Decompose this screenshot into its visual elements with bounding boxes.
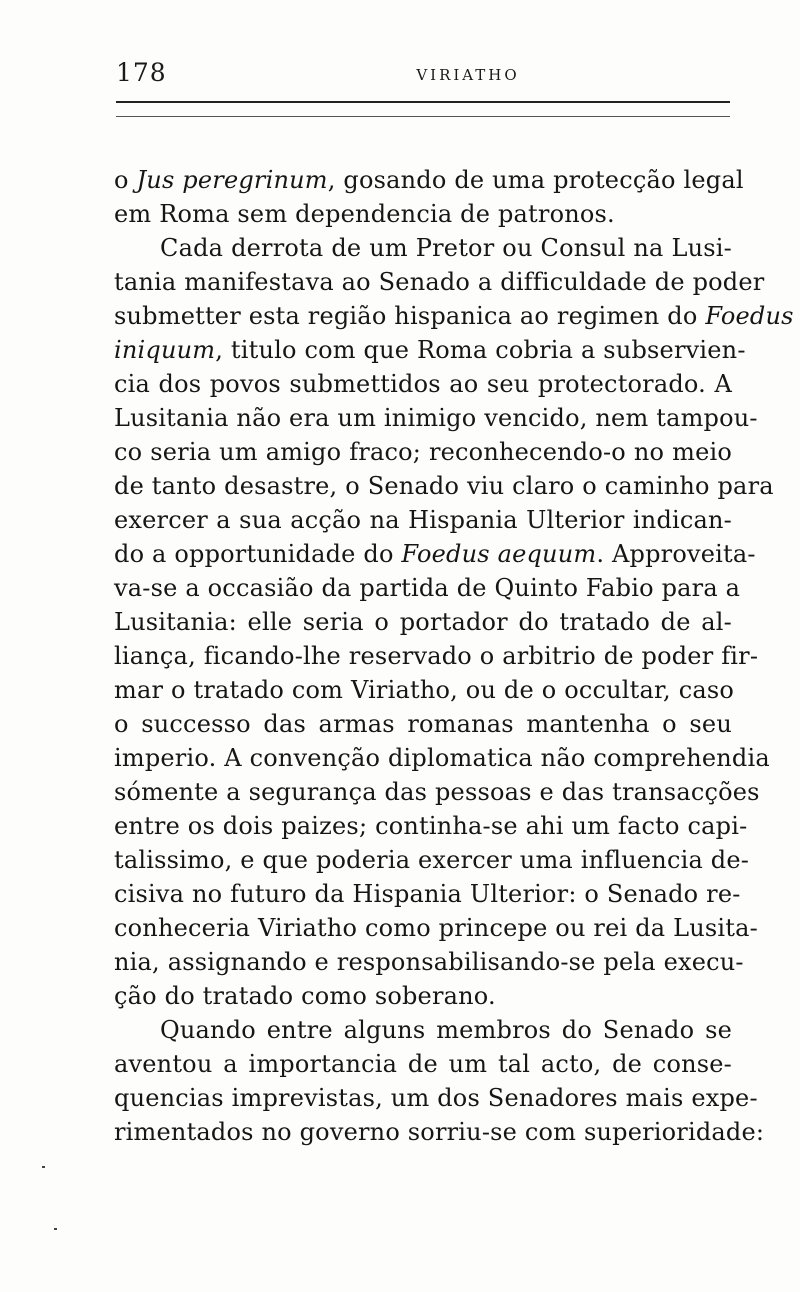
- text-line: va-se a occasião da partida de Quinto Fabio para a: [114, 574, 741, 602]
- italic-term: iniquum: [114, 336, 216, 364]
- text-line: de tanto desastre, o Senado viu claro o caminho para: [114, 472, 774, 500]
- text-line: cisiva no futuro da Hispania Ulterior: o Senado re-: [114, 880, 741, 908]
- text-line: [114, 299, 794, 333]
- italic-term: Jus peregrinum: [136, 166, 328, 194]
- italic-term: Foedus: [705, 302, 794, 330]
- header-rule: [116, 101, 730, 103]
- text-line: conheceria Viriatho como princepe ou rei da Lusita-: [114, 914, 758, 942]
- text-line: Lusitania: elle seria o portador do tratado de al-: [114, 608, 732, 636]
- text-line: Lusitania não era um inimigo vencido, nem tampou-: [114, 404, 758, 432]
- paragraph: [114, 1013, 765, 1149]
- text-line: [114, 537, 756, 571]
- text-segment: . Approveita-: [596, 540, 756, 568]
- text-segment: , titulo com que Roma cobria a subservien-: [215, 336, 746, 364]
- speck: [42, 1166, 45, 1168]
- text-line: Cada derrota de um Pretor ou Consul na Lusi-: [160, 234, 732, 262]
- text-line: nia, assignando e responsabilisando-se pela execu-: [114, 948, 744, 976]
- text-line: sómente a segurança das pessoas e das transacções: [114, 778, 760, 806]
- italic-term: Foedus aequum: [401, 540, 597, 568]
- paragraph: [114, 163, 744, 231]
- text-line: Quando entre alguns membros do Senado se: [160, 1016, 732, 1044]
- text-line: ção do tratado como soberano.: [114, 982, 496, 1010]
- text-line: aventou a importancia de um tal acto, de conse-: [114, 1050, 732, 1078]
- scan-specks: [40, 1160, 60, 1240]
- text-line: exercer a sua acção na Hispania Ulterior indican-: [114, 506, 732, 534]
- speck: [54, 1228, 57, 1230]
- text-line: imperio. A convenção diplomatica não comprehendia: [114, 744, 770, 772]
- text-segment: , gosando de uma protecção legal: [327, 166, 744, 194]
- text-line: talissimo, e que poderia exercer uma influencia de-: [114, 846, 750, 874]
- text-line: [114, 163, 744, 197]
- running-head: VIRIATHO: [416, 66, 520, 84]
- text-line: em Roma sem dependencia de patronos.: [114, 200, 615, 228]
- paragraph: [114, 231, 794, 1013]
- text-segment: do a opportunidade do: [114, 540, 402, 568]
- text-line: co seria um amigo fraco; reconhecendo-o no meio: [114, 438, 732, 466]
- text-line: o successo das armas romanas mantenha o seu: [114, 710, 732, 738]
- text-line: liança, ficando-lhe reservado o arbitrio de poder fir-: [114, 642, 759, 670]
- text-line: rimentados no governo sorriu-se com superioridade:: [114, 1118, 765, 1146]
- body-text: [114, 163, 794, 1149]
- header-rule-thin: [116, 116, 730, 117]
- text-line: tania manifestava ao Senado a difficuldade de poder: [114, 268, 765, 296]
- page-header: [116, 58, 730, 98]
- text-line: quencias imprevistas, um dos Senadores mais expe-: [114, 1084, 758, 1112]
- text-line: [114, 333, 746, 367]
- text-line: entre os dois paizes; continha-se ahi um facto capi-: [114, 812, 748, 840]
- text-line: mar o tratado com Viriatho, ou de o occultar, caso: [114, 676, 735, 704]
- text-segment: o: [114, 166, 137, 194]
- page-number: 178: [116, 58, 167, 87]
- text-line: cia dos povos submettidos ao seu protectorado. A: [114, 370, 732, 398]
- text-segment: submetter esta região hispanica ao regimen do: [114, 302, 706, 330]
